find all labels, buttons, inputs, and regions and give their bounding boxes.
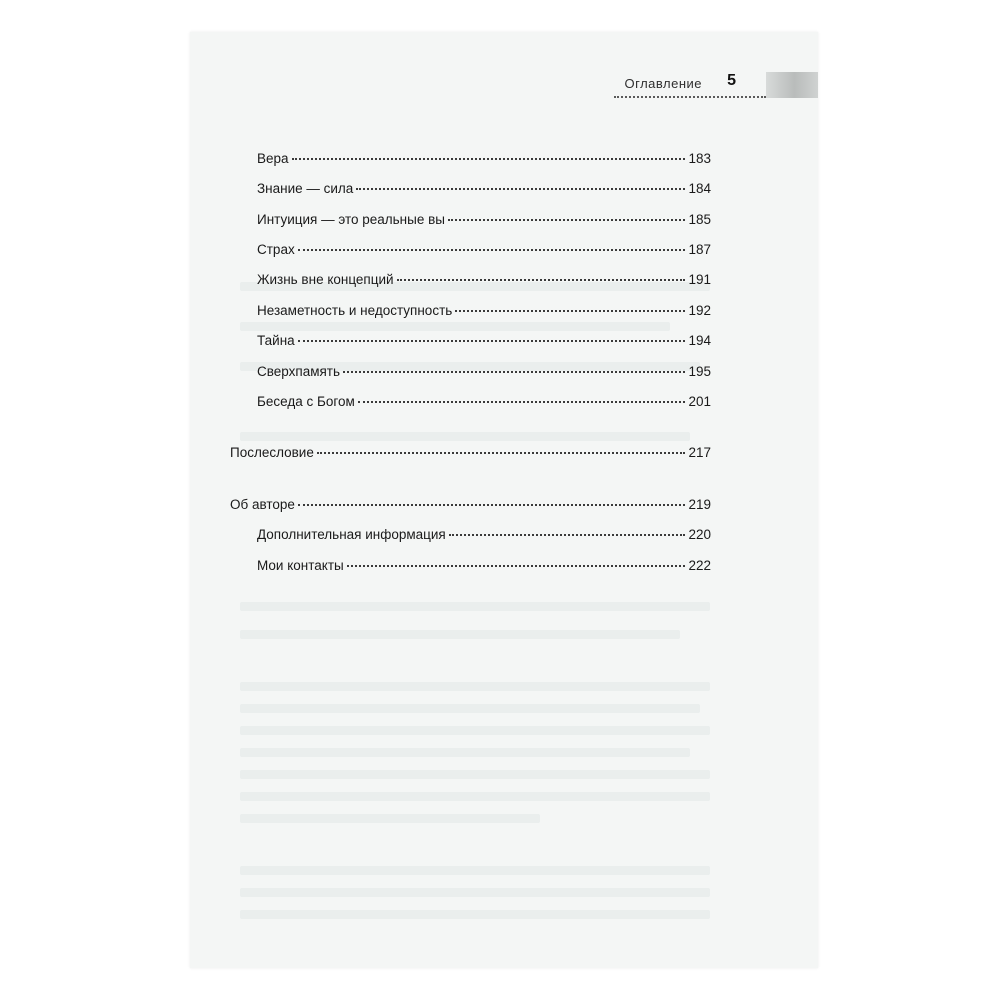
bleed-through-line (240, 792, 710, 801)
toc-entry-title: Сверхпамять (257, 364, 341, 379)
dot-leader (298, 340, 686, 342)
toc-entry (257, 241, 711, 259)
toc-entry-page: 194 (688, 333, 711, 348)
toc-entry-title: Беседа с Богом (257, 394, 355, 409)
gray-corner-tab (766, 72, 818, 98)
toc-entry-title: Жизнь вне концепций (257, 272, 394, 287)
toc-entry-title: Интуиция — это реальные вы (257, 212, 445, 227)
toc-entry (257, 150, 711, 168)
dotted-header-rule (614, 96, 766, 98)
dot-leader (317, 452, 686, 454)
toc-entry (257, 393, 711, 411)
toc-entry (230, 496, 711, 514)
toc-entry-page: 187 (688, 242, 711, 257)
dot-leader (347, 565, 686, 567)
toc-entry (257, 557, 711, 575)
dot-leader (356, 188, 685, 190)
toc-entry-page: 183 (688, 151, 711, 166)
dot-leader (448, 219, 685, 221)
toc-entry (257, 302, 711, 320)
running-head-title: Оглавление (624, 76, 702, 91)
toc-entry-title: Мои контакты (257, 558, 344, 573)
toc-entry-page: 201 (688, 394, 711, 409)
dot-leader (455, 310, 685, 312)
toc-entry-title: Об авторе (230, 497, 295, 512)
toc-entry-page: 192 (688, 303, 711, 318)
toc-entry-title: Знание — сила (257, 181, 354, 196)
bleed-through-line (240, 322, 670, 331)
bleed-through-line (240, 630, 680, 639)
bleed-through-line (240, 432, 690, 441)
toc-entry (257, 271, 711, 289)
running-head (190, 32, 818, 152)
toc-entry-page: 185 (688, 212, 711, 227)
dot-leader (397, 279, 686, 281)
toc-entry-title: Дополнительная информация (257, 527, 446, 542)
bleed-through-line (240, 888, 710, 897)
bleed-through-line (240, 682, 710, 691)
bleed-through-line (240, 726, 710, 735)
bleed-through-line (240, 770, 710, 779)
dot-leader (358, 401, 686, 403)
page-number: 5 (727, 72, 736, 89)
toc-entry-page: 184 (688, 181, 711, 196)
bleed-through-line (240, 910, 710, 919)
toc-entry-page: 191 (688, 272, 711, 287)
toc-entry (230, 444, 711, 462)
dot-leader (298, 504, 686, 506)
bleed-through-line (240, 704, 700, 713)
toc-entry-page: 219 (688, 497, 711, 512)
bleed-through-line (240, 866, 710, 875)
dot-leader (292, 158, 686, 160)
toc-entry-page: 217 (688, 445, 711, 460)
dot-leader (449, 534, 686, 536)
toc-entry-page: 195 (688, 364, 711, 379)
bleed-through-line (240, 814, 540, 823)
book-page (190, 32, 818, 968)
toc-entry-title: Вера (257, 151, 289, 166)
toc-entry-title: Послесловие (230, 445, 314, 460)
toc-entry (257, 332, 711, 350)
toc-entry-title: Незаметность и недоступность (257, 303, 453, 318)
dot-leader (298, 249, 686, 251)
toc-entry (257, 180, 711, 198)
toc-entry-title: Тайна (257, 333, 295, 348)
toc-entry-title: Страх (257, 242, 295, 257)
toc-entry (257, 211, 711, 229)
toc-entry (257, 363, 711, 381)
toc-entry-page: 220 (688, 527, 711, 542)
toc-entry-page: 222 (688, 558, 711, 573)
bleed-through-line (240, 748, 690, 757)
bleed-through-line (240, 602, 710, 611)
toc-entry (257, 526, 711, 544)
dot-leader (343, 371, 685, 373)
